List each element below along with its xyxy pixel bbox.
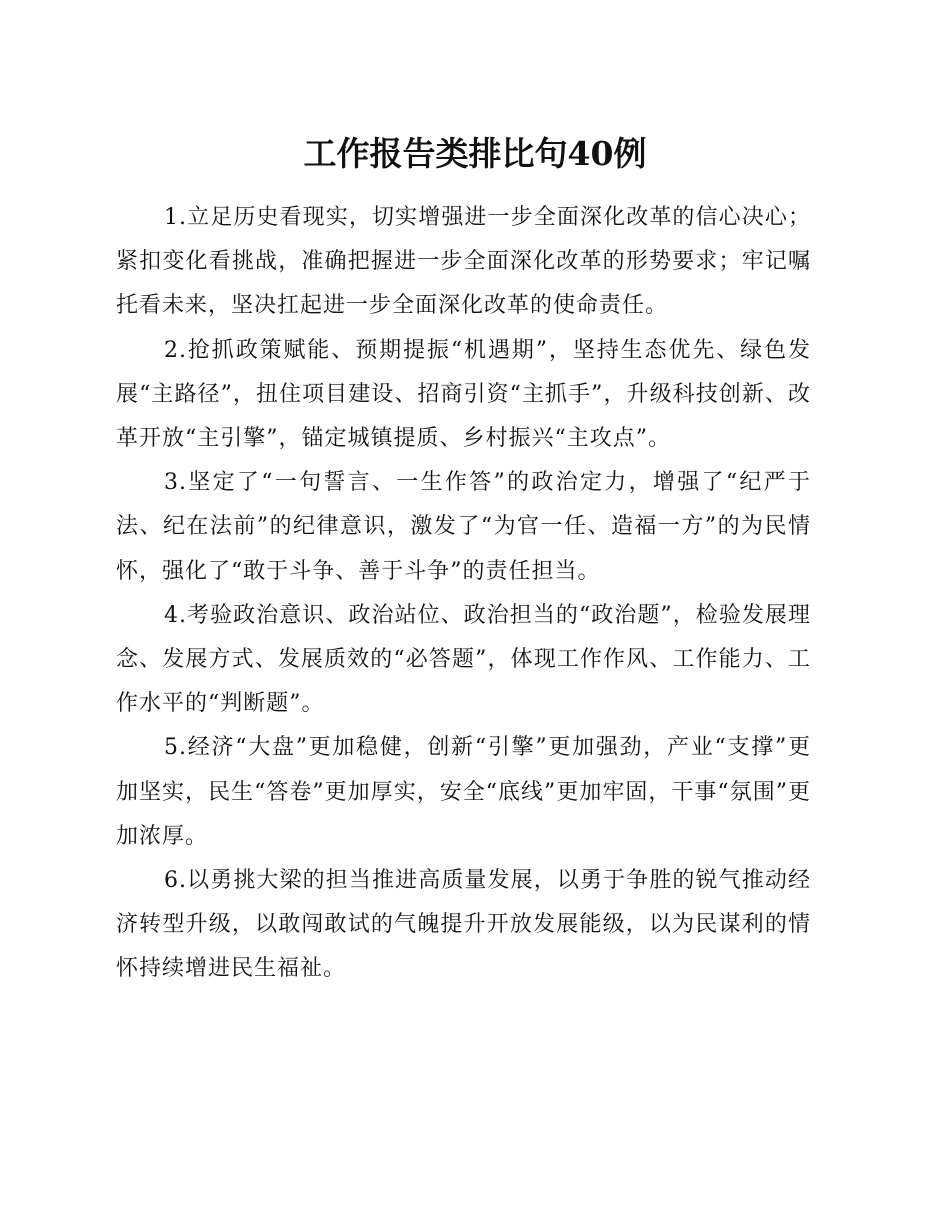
paragraph-4: 4.考验政治意识、政治站位、政治担当的“政治题”，检验发展理念、发展方式、发展质效的“必答题”，体现工作作风、工作能力、工作水平的“判断题”。	[116, 602, 811, 717]
paragraph-6: 6.以勇挑大梁的担当推进高质量发展，以勇于争胜的锐气推动经济转型升级，以敢闯敢试的气魄提升开放发展能级，以为民谋利的情怀持续增进民生福祉。	[116, 868, 811, 982]
paragraph-2: 2.抢抓政策赋能、预期提振“机遇期”，坚持生态优先、绿色发展“主路径”，扭住项目建设、招商引资“主抓手”，升级科技创新、改革开放“主引擎”，锚定城镇提质、乡村振兴“主攻点”。	[116, 337, 811, 452]
document-body	[116, 196, 811, 992]
document-title: 工作报告类排比句40例	[303, 134, 647, 173]
paragraph-5: 5.经济“大盘”更加稳健，创新“引擎”更加强劲，产业“支撑”更加坚实，民生“答卷”更加厚实，安全“底线”更加牢固，干事“氛围”更加浓厚。	[116, 735, 811, 849]
paragraph-3: 3.坚定了“一句誓言、一生作答”的政治定力，增强了“纪严于法、纪在法前”的纪律意识，激发了“为官一任、造福一方”的为民情怀，强化了“敢于斗争、善于斗争”的责任担当。	[116, 470, 811, 584]
paragraph-1: 1.立足历史看现实，切实增强进一步全面深化改革的信心决心；紧扣变化看挑战，准确把握进一步全面深化改革的形势要求；牢记嘱托看未来，坚决扛起进一步全面深化改革的使命责任。	[116, 205, 811, 319]
